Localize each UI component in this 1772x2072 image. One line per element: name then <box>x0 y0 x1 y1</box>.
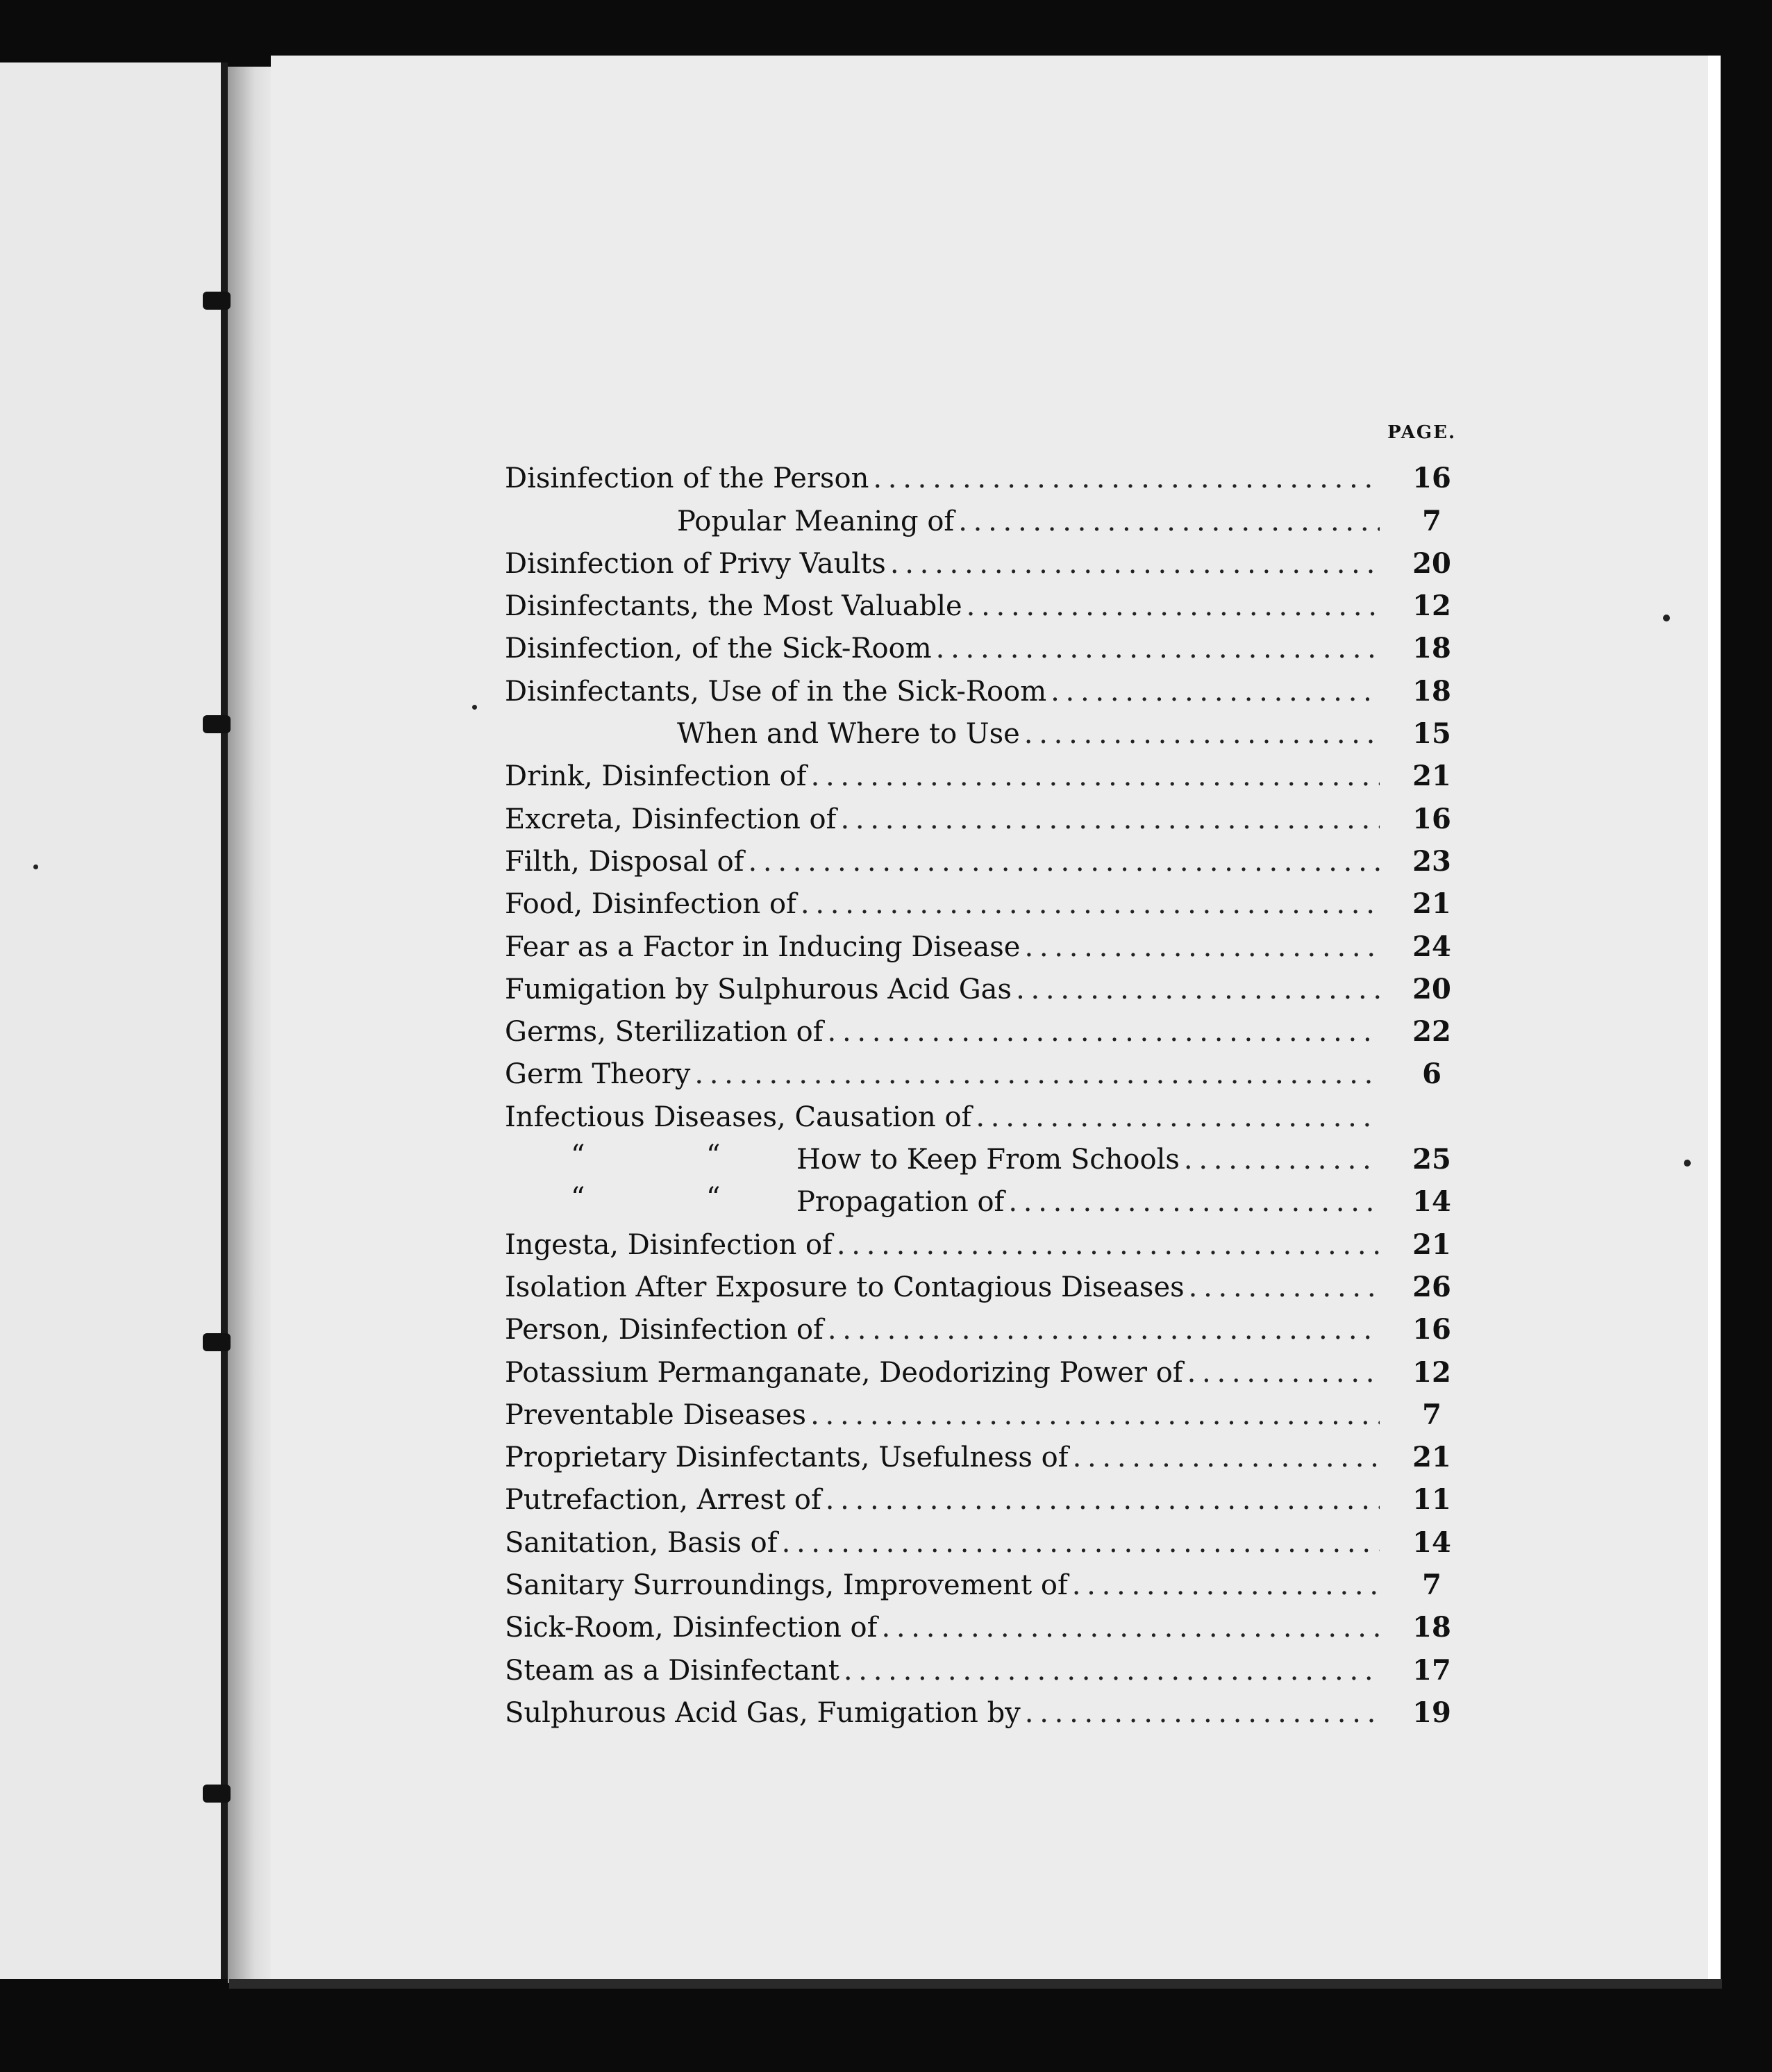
dot-leader <box>936 635 1380 662</box>
ink-speck <box>1663 615 1670 621</box>
index-entry-text: Fear as a Factor in Inducing Disease <box>505 930 1021 963</box>
dot-leader <box>1016 976 1380 1003</box>
index-entry-page: 16 <box>1412 802 1451 835</box>
index-entry <box>505 578 1456 623</box>
index-entry-page: 11 <box>1412 1483 1451 1517</box>
index-entry-text: Drink, Disinfection of <box>505 760 807 793</box>
index-entry-text: Sanitation, Basis of <box>505 1526 778 1559</box>
index-entry-text: How to Keep From Schools <box>796 1144 1180 1176</box>
index-entry <box>505 790 1456 833</box>
ditto-mark: “ <box>706 1182 721 1214</box>
index-entry <box>505 961 1456 1003</box>
index-entry <box>505 1301 1456 1344</box>
dot-leader <box>1184 1146 1380 1173</box>
dot-leader <box>837 1231 1380 1259</box>
dot-leader <box>811 762 1380 790</box>
index-entry <box>505 1088 1456 1133</box>
index-entry-page: 14 <box>1412 1185 1451 1219</box>
index-entry-page: 24 <box>1412 930 1451 963</box>
index-entry-text: Filth, Disposal of <box>505 845 744 878</box>
index-entry-page: 20 <box>1412 972 1451 1005</box>
ditto-mark: “ <box>571 1182 585 1214</box>
dot-leader <box>748 848 1380 876</box>
index-entry-text: Fumigation by Sulphurous Acid Gas <box>505 973 1012 1005</box>
index-entry <box>505 1131 1456 1176</box>
index-entry-text: Popular Meaning of <box>677 505 955 537</box>
index-entry <box>505 918 1456 963</box>
dot-leader <box>1189 1273 1380 1301</box>
index-entry-text: Excreta, Disinfection of <box>505 803 837 835</box>
index-entry-page: 21 <box>1412 887 1451 921</box>
index-entry-text: Germs, Sterilization of <box>505 1016 824 1048</box>
index-entry <box>505 1429 1456 1474</box>
index-entry-text: Disinfection, of the Sick-Room <box>505 633 932 665</box>
index-entry-text: Isolation After Exposure to Contagious Diseases <box>505 1271 1185 1303</box>
dot-leader <box>1073 1444 1380 1471</box>
index-entry <box>505 705 1456 751</box>
index-entry-page: 14 <box>1412 1526 1451 1559</box>
dot-leader <box>1008 1188 1380 1216</box>
left-page-edge <box>0 62 228 1979</box>
index-entry-page: 7 <box>1422 1569 1441 1602</box>
index-entry <box>505 1003 1456 1046</box>
index-entry-text: Proprietary Disinfectants, Usefulness of <box>505 1442 1069 1474</box>
index-entry <box>505 492 1456 535</box>
index-entry <box>505 748 1456 793</box>
index-entry-page: 19 <box>1412 1696 1451 1729</box>
index-entry-text: Germ Theory <box>505 1058 691 1091</box>
ink-speck <box>1684 1160 1691 1167</box>
index-entry-page: 21 <box>1412 1228 1451 1261</box>
dot-leader <box>801 890 1380 918</box>
binding-stitch <box>203 1785 231 1803</box>
dot-leader <box>840 805 1380 833</box>
page-column-heading: PAGE. <box>1387 422 1456 443</box>
index-entry-text: Ingesta, Disinfection of <box>505 1228 833 1261</box>
index-entry-text: Disinfection of the Person <box>505 462 869 495</box>
index-entry <box>505 1599 1456 1644</box>
index-entry <box>505 535 1456 578</box>
index-entry <box>505 1344 1456 1389</box>
index-entry-page: 18 <box>1412 632 1451 665</box>
dot-leader <box>976 1103 1380 1131</box>
dot-leader <box>1024 720 1380 748</box>
index-entry <box>505 1557 1456 1602</box>
dot-leader <box>1025 1699 1380 1727</box>
index-entry-page: 16 <box>1412 1313 1451 1346</box>
index-entry-page: 12 <box>1412 1355 1451 1389</box>
ink-speck <box>472 705 477 710</box>
binding-stitch <box>203 292 231 310</box>
binding-stitch <box>203 1333 231 1351</box>
dot-leader <box>828 1018 1380 1046</box>
index-entry-text: Propagation of <box>796 1186 1005 1219</box>
dot-leader <box>782 1529 1380 1557</box>
ditto-mark: “ <box>706 1139 721 1172</box>
index-entry <box>505 1641 1456 1687</box>
dot-leader <box>1187 1359 1380 1387</box>
index-entry <box>505 662 1456 708</box>
index-entry-text: Sick-Room, Disinfection of <box>505 1612 878 1644</box>
page-bottom-edge <box>229 1979 1722 1989</box>
dot-leader <box>890 550 1380 578</box>
index-entry <box>505 1387 1456 1429</box>
index-entry <box>505 1514 1456 1559</box>
index-entry-page: 25 <box>1412 1143 1451 1176</box>
index-entry-text: Infectious Diseases, Causation of <box>505 1101 972 1133</box>
dot-leader <box>694 1060 1380 1088</box>
index-entry <box>505 1685 1456 1727</box>
index-entry-text: Preventable Diseases <box>505 1398 807 1431</box>
ditto-mark: “ <box>571 1139 585 1172</box>
dot-leader <box>1051 678 1380 705</box>
index-entry-page: 6 <box>1422 1058 1441 1091</box>
index-entry-text: Putrefaction, Arrest of <box>505 1484 821 1517</box>
ink-speck <box>33 864 38 869</box>
index-entry-page: 18 <box>1412 1611 1451 1644</box>
dot-leader <box>1024 933 1380 961</box>
index-entry <box>505 876 1456 921</box>
dot-leader <box>873 465 1380 492</box>
index-entry-page: 26 <box>1412 1270 1451 1303</box>
index-rows <box>505 450 1456 1727</box>
index-entry-text: Sanitary Surroundings, Improvement of <box>505 1569 1068 1602</box>
dot-leader <box>967 592 1380 620</box>
index-entry-text: Sulphurous Acid Gas, Fumigation by <box>505 1696 1021 1729</box>
dot-leader <box>844 1657 1380 1685</box>
index-entry-page: 20 <box>1412 546 1451 580</box>
index-entry <box>505 1216 1456 1261</box>
index-entry-page: 7 <box>1422 1398 1441 1431</box>
index-entry <box>505 1173 1456 1219</box>
index-entry-page: 21 <box>1412 1441 1451 1474</box>
index-entry-text: Disinfectants, Use of in the Sick-Room <box>505 675 1047 708</box>
index-entry-text: Disinfection of Privy Vaults <box>505 547 886 580</box>
index-entry-text: Potassium Permanganate, Deodorizing Power of <box>505 1356 1183 1389</box>
binding-stitch <box>203 715 231 733</box>
index-entry-page: 22 <box>1412 1015 1451 1048</box>
index-entry-text: Steam as a Disinfectant <box>505 1654 839 1687</box>
index-entry-page: 12 <box>1412 590 1451 623</box>
dot-leader <box>828 1316 1380 1344</box>
index-entry <box>505 833 1456 876</box>
index-entry-page: 23 <box>1412 844 1451 878</box>
index-entry-page: 16 <box>1412 462 1451 495</box>
index-entry-page: 17 <box>1412 1653 1451 1687</box>
index-entry <box>505 450 1456 495</box>
dot-leader <box>881 1614 1380 1641</box>
index-entry-page: 7 <box>1422 504 1441 537</box>
index-entry-page: 21 <box>1412 760 1451 793</box>
index-entry-page: 18 <box>1412 674 1451 708</box>
dot-leader <box>958 508 1380 535</box>
dot-leader <box>1072 1571 1380 1599</box>
index-entry-page: 15 <box>1412 717 1451 751</box>
spine-shadow <box>228 67 276 1983</box>
index-entry-text: Person, Disinfection of <box>505 1314 824 1346</box>
dot-leader <box>810 1401 1380 1429</box>
index-entry-text: Disinfectants, the Most Valuable <box>505 590 962 623</box>
index-entry-text: When and Where to Use <box>677 718 1020 751</box>
index-entry <box>505 620 1456 665</box>
index-entry <box>505 1259 1456 1301</box>
dot-leader <box>826 1486 1380 1514</box>
index-entry-text: Food, Disinfection of <box>505 888 796 921</box>
index-entry <box>505 1046 1456 1091</box>
index-entry <box>505 1471 1456 1517</box>
